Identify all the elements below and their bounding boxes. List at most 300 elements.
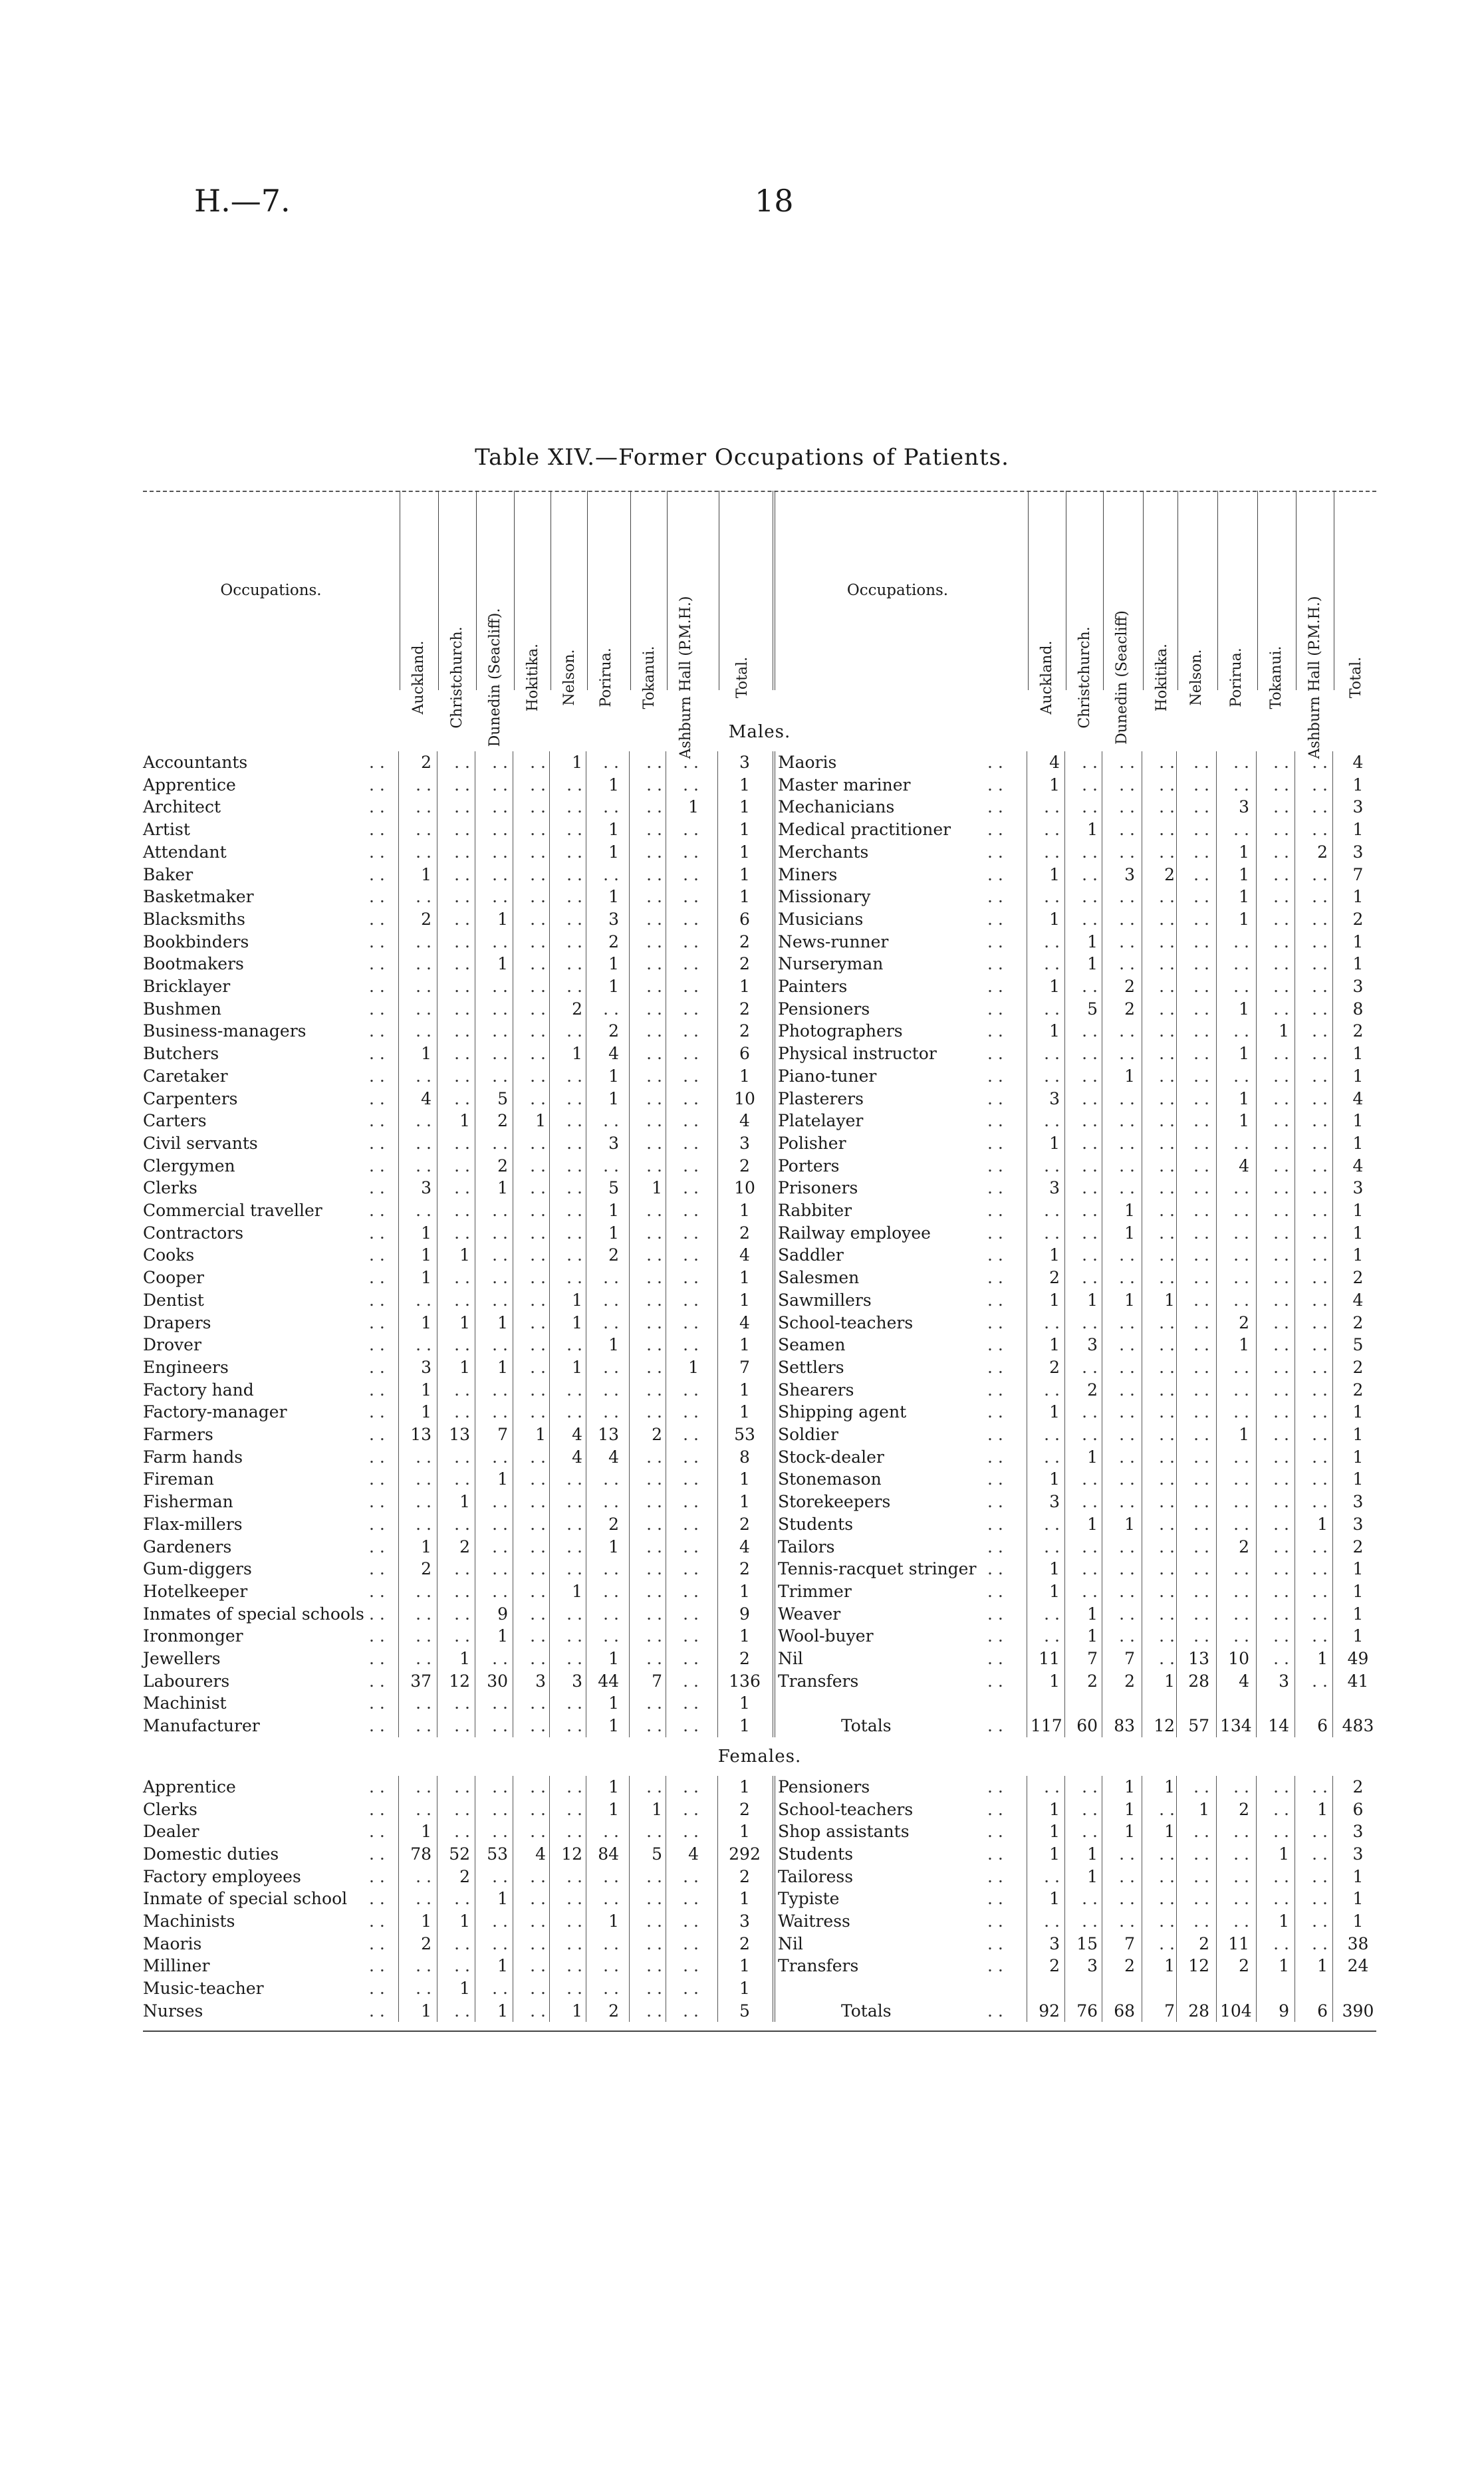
count-cell: . .	[566, 1537, 582, 1556]
count-cell: . .	[1193, 864, 1209, 884]
table-row	[143, 796, 771, 818]
count-cell: . .	[566, 1693, 582, 1713]
leader-dots: . .	[369, 820, 385, 840]
count-cell: 28	[1188, 2001, 1209, 2021]
occupation-name: Master mariner	[778, 775, 911, 795]
column-header	[587, 491, 625, 707]
count-cell: 1	[497, 2001, 508, 2021]
table-row	[143, 774, 771, 796]
count-cell: . .	[683, 1979, 699, 1999]
count-cell: . .	[492, 1514, 508, 1534]
occupation-name: Music-teacher	[143, 1979, 264, 1999]
count-cell: . .	[683, 1671, 699, 1691]
occupation-name: School-teachers	[778, 1312, 914, 1332]
count-cell: . .	[416, 1777, 432, 1796]
count-cell: . .	[1273, 954, 1289, 974]
count-cell: . .	[1193, 1626, 1209, 1646]
count-cell: . .	[603, 1581, 619, 1601]
leader-dots: . .	[987, 887, 1003, 907]
count-cell: 4	[572, 1447, 582, 1467]
table-row	[778, 1843, 1484, 1865]
table-row	[143, 1715, 771, 1737]
count-cell: . .	[646, 1537, 662, 1556]
count-cell: . .	[1159, 1447, 1175, 1467]
count-cell: . .	[1312, 1201, 1328, 1220]
table-row	[143, 1379, 771, 1401]
occupation-name: Platelayer	[778, 1111, 864, 1131]
column-header-label: Tokanui.	[1268, 646, 1285, 709]
table-row	[778, 1423, 1484, 1445]
count-cell: . .	[416, 999, 432, 1019]
column-rule	[1332, 1776, 1333, 2023]
count-cell: . .	[646, 1822, 662, 1842]
total-cell: 390	[1342, 2001, 1374, 2021]
count-cell: . .	[1193, 1380, 1209, 1400]
leader-dots: . .	[987, 2001, 1003, 2021]
count-cell: 1	[1124, 1777, 1135, 1796]
count-cell: . .	[1233, 1866, 1249, 1886]
occupation-name: Students	[778, 1844, 854, 1864]
total-cell: 6	[739, 909, 750, 929]
occupation-name: Bricklayer	[143, 977, 231, 996]
leader-dots: . .	[987, 1469, 1003, 1489]
count-cell: . .	[566, 1911, 582, 1931]
count-cell: . .	[454, 931, 470, 951]
count-cell: . .	[1273, 909, 1289, 929]
leader-dots: . .	[369, 1357, 385, 1377]
count-cell: . .	[1312, 1911, 1328, 1931]
count-cell: . .	[492, 977, 508, 996]
leader-dots: . .	[369, 1380, 385, 1400]
count-cell: . .	[1233, 977, 1249, 996]
total-cell: 2	[739, 931, 750, 951]
count-cell: . .	[646, 1290, 662, 1310]
count-cell: . .	[1044, 954, 1060, 974]
count-cell: . .	[1044, 1514, 1060, 1534]
table-bottom-rule	[143, 2031, 1376, 2032]
column-header	[1334, 491, 1378, 699]
occupation-name: Apprentice	[143, 1777, 236, 1796]
leader-dots: . .	[369, 1088, 385, 1108]
count-cell: . .	[646, 909, 662, 929]
column-header	[551, 491, 588, 706]
column-rule	[549, 751, 550, 1737]
count-cell: . .	[1273, 1649, 1289, 1668]
count-cell: . .	[454, 1889, 470, 1909]
count-cell: . .	[1082, 1066, 1098, 1086]
count-cell: . .	[492, 797, 508, 817]
column-header	[1257, 491, 1295, 709]
count-cell: . .	[1312, 1044, 1328, 1064]
count-cell: 3	[572, 1671, 582, 1691]
count-cell: . .	[1119, 842, 1135, 862]
total-cell: 1	[1352, 954, 1364, 974]
count-cell: . .	[1119, 820, 1135, 840]
count-cell: . .	[646, 1021, 662, 1041]
count-cell: . .	[1233, 1021, 1249, 1041]
count-cell: . .	[646, 2001, 662, 2021]
count-cell: . .	[1233, 1911, 1249, 1931]
column-header-label: Porirua.	[1228, 648, 1245, 707]
count-cell: . .	[1082, 864, 1098, 884]
count-cell: 1	[1239, 1111, 1249, 1131]
occupation-name: Tailoress	[778, 1866, 854, 1886]
count-cell: . .	[530, 1956, 546, 1976]
count-cell: . .	[1273, 1822, 1289, 1842]
total-cell: 1	[739, 1492, 750, 1512]
count-cell: . .	[683, 1799, 699, 1819]
count-cell: . .	[530, 1133, 546, 1153]
count-cell: . .	[1159, 1844, 1175, 1864]
count-cell: . .	[416, 1956, 432, 1976]
count-cell: . .	[530, 1911, 546, 1931]
count-cell: . .	[530, 864, 546, 884]
count-cell: . .	[1312, 909, 1328, 929]
count-cell: . .	[1119, 1492, 1135, 1512]
count-cell: . .	[492, 1201, 508, 1220]
occupation-name: Civil servants	[143, 1133, 258, 1153]
table-row	[143, 1177, 771, 1199]
count-cell: . .	[646, 1156, 662, 1175]
count-cell: 30	[487, 1671, 508, 1691]
count-cell: . .	[530, 887, 546, 907]
count-cell: . .	[1159, 1335, 1175, 1355]
leader-dots: . .	[369, 931, 385, 951]
column-header-label: Ashburn Hall (P.M.H.)	[1306, 596, 1323, 759]
count-cell: . .	[1159, 1223, 1175, 1243]
table-row	[778, 841, 1484, 863]
total-cell: 4	[1352, 1088, 1364, 1108]
count-cell: 15	[1076, 1933, 1098, 1953]
count-cell: . .	[1312, 977, 1328, 996]
total-cell: 1	[1352, 1559, 1364, 1579]
leader-dots: . .	[987, 1044, 1003, 1064]
table-row	[143, 1933, 771, 1955]
occupation-name: Bushmen	[143, 999, 222, 1019]
table-row	[778, 1513, 1484, 1535]
count-cell: . .	[1082, 1044, 1098, 1064]
total-cell: 4	[1352, 753, 1364, 772]
occupation-name: Machinists	[143, 1911, 235, 1931]
count-cell: 2	[459, 1866, 470, 1886]
page-reference: H.—7.	[194, 183, 291, 219]
count-cell: . .	[566, 909, 582, 929]
occupation-name: Rabbiter	[778, 1201, 852, 1220]
leader-dots: . .	[987, 1178, 1003, 1198]
count-cell: . .	[416, 1979, 432, 1999]
count-cell: 1	[1279, 1956, 1289, 1976]
count-cell: . .	[1273, 1933, 1289, 1953]
count-cell: . .	[566, 864, 582, 884]
count-cell: . .	[416, 1290, 432, 1310]
occupation-name: Railway employee	[778, 1223, 931, 1243]
count-cell: . .	[454, 1956, 470, 1976]
column-rule	[629, 751, 630, 1737]
count-cell: . .	[1193, 1581, 1209, 1601]
occupation-name: Pensioners	[778, 1777, 870, 1796]
occupation-name: Cooks	[143, 1245, 195, 1265]
count-cell: . .	[1044, 1312, 1060, 1332]
count-cell: . .	[530, 1777, 546, 1796]
page-number: 18	[755, 183, 794, 219]
occupation-name: Bookbinders	[143, 931, 249, 951]
count-cell: . .	[416, 1133, 432, 1153]
count-cell: . .	[530, 1178, 546, 1198]
count-cell: 1	[421, 864, 432, 884]
occupation-name: Medical practitioner	[778, 820, 951, 840]
total-cell: 1	[739, 1335, 750, 1355]
leader-dots: . .	[369, 1514, 385, 1534]
count-cell: 1	[652, 1799, 662, 1819]
count-cell: . .	[1273, 1223, 1289, 1243]
count-cell: . .	[492, 1066, 508, 1086]
table-row	[778, 1536, 1484, 1558]
table-row	[143, 1798, 771, 1820]
leader-dots: . .	[987, 1581, 1003, 1601]
count-cell: . .	[416, 797, 432, 817]
total-cell: 2	[1352, 1021, 1364, 1041]
total-cell: 10	[734, 1088, 755, 1108]
table-row	[143, 1356, 771, 1378]
count-cell: . .	[1119, 954, 1135, 974]
total-cell: 1	[1352, 1626, 1364, 1646]
count-cell: 1	[1049, 1799, 1060, 1819]
total-cell: 1	[739, 842, 750, 862]
count-cell: 1	[1049, 1671, 1060, 1691]
leader-dots: . .	[369, 1156, 385, 1175]
leader-dots: . .	[369, 1693, 385, 1713]
count-cell: . .	[1119, 1178, 1135, 1198]
count-cell: . .	[1233, 1604, 1249, 1624]
count-cell: 1	[1239, 1425, 1249, 1444]
count-cell: . .	[492, 1044, 508, 1064]
count-cell: . .	[530, 1469, 546, 1489]
count-cell: . .	[646, 1581, 662, 1601]
count-cell: . .	[530, 1245, 546, 1265]
table-row	[143, 1088, 771, 1110]
table-row	[143, 1020, 771, 1042]
count-cell: . .	[530, 1021, 546, 1041]
count-cell: 2	[1124, 999, 1135, 1019]
count-cell: . .	[1119, 1581, 1135, 1601]
count-cell: . .	[416, 1649, 432, 1668]
count-cell: 1	[1239, 1088, 1249, 1108]
table-row	[143, 1312, 771, 1334]
count-cell: 1	[608, 775, 619, 795]
count-cell: 1	[421, 1402, 432, 1422]
leader-dots: . .	[369, 1447, 385, 1467]
count-cell: . .	[1082, 977, 1098, 996]
count-cell: . .	[603, 1866, 619, 1886]
count-cell: . .	[646, 1469, 662, 1489]
column-header-label: Total.	[1347, 656, 1364, 699]
count-cell: 4	[572, 1425, 582, 1444]
count-cell: . .	[1273, 775, 1289, 795]
table-row	[778, 1820, 1484, 1842]
column-rule	[1216, 751, 1217, 1737]
count-cell: . .	[603, 753, 619, 772]
count-cell: . .	[683, 1559, 699, 1579]
count-cell: 1	[1049, 1245, 1060, 1265]
count-cell: 1	[421, 1312, 432, 1332]
count-cell: . .	[683, 753, 699, 772]
count-cell: . .	[646, 1889, 662, 1909]
count-cell: . .	[646, 1559, 662, 1579]
count-cell: 1	[572, 753, 582, 772]
occupation-name: Apprentice	[143, 775, 236, 795]
table-row	[778, 1379, 1484, 1401]
count-cell: 1	[1279, 1911, 1289, 1931]
count-cell: . .	[1233, 1402, 1249, 1422]
count-cell: . .	[530, 1649, 546, 1668]
count-cell: 1	[497, 909, 508, 929]
table-row	[778, 908, 1484, 930]
count-cell: . .	[530, 1447, 546, 1467]
count-cell: 12	[561, 1844, 582, 1864]
total-cell: 1	[1352, 1866, 1364, 1886]
occupation-name: Sawmillers	[778, 1290, 872, 1310]
count-cell: 1	[421, 1911, 432, 1931]
count-cell: . .	[454, 1178, 470, 1198]
count-cell: 2	[1049, 1268, 1060, 1288]
leader-dots: . .	[369, 977, 385, 996]
occupation-name: Farmers	[143, 1425, 213, 1444]
count-cell: 1	[608, 954, 619, 974]
leader-dots: . .	[987, 1933, 1003, 1953]
count-cell: 1	[608, 1088, 619, 1108]
count-cell: . .	[1312, 820, 1328, 840]
count-cell: . .	[530, 753, 546, 772]
count-cell: . .	[1312, 1268, 1328, 1288]
count-cell: 1	[1049, 1581, 1060, 1601]
count-cell: . .	[646, 887, 662, 907]
count-cell: . .	[1082, 887, 1098, 907]
count-cell: 1	[1164, 1671, 1175, 1691]
count-cell: . .	[1312, 1088, 1328, 1108]
count-cell: . .	[1273, 1492, 1289, 1512]
count-cell: . .	[1082, 1312, 1098, 1332]
count-cell: . .	[1159, 1357, 1175, 1377]
total-cell: 2	[739, 1021, 750, 1041]
count-cell: . .	[1159, 1799, 1175, 1819]
table-row	[143, 1132, 771, 1154]
count-cell: . .	[566, 1201, 582, 1220]
count-cell: . .	[416, 1866, 432, 1886]
count-cell: . .	[683, 1822, 699, 1842]
count-cell: . .	[454, 887, 470, 907]
count-cell: 2	[1239, 1799, 1249, 1819]
occupation-name: Stonemason	[778, 1469, 882, 1489]
count-cell: . .	[1044, 1111, 1060, 1131]
count-cell: 1	[421, 1245, 432, 1265]
count-cell: 1	[608, 842, 619, 862]
count-cell: . .	[1193, 842, 1209, 862]
count-cell: . .	[1044, 1777, 1060, 1796]
occupation-name: Baker	[143, 864, 193, 884]
count-cell: . .	[566, 1335, 582, 1355]
count-cell: . .	[683, 1469, 699, 1489]
table-row	[778, 975, 1484, 997]
count-cell: . .	[1233, 1066, 1249, 1086]
occupation-name: Gardeners	[143, 1537, 232, 1556]
count-cell: . .	[683, 1777, 699, 1796]
count-cell: . .	[683, 1693, 699, 1713]
count-cell: . .	[454, 1777, 470, 1796]
occupation-name: Shop assistants	[778, 1822, 910, 1842]
count-cell: . .	[683, 842, 699, 862]
count-cell: . .	[1273, 1312, 1289, 1332]
count-cell: . .	[1159, 1088, 1175, 1108]
occupation-name: Commercial traveller	[143, 1201, 322, 1220]
count-cell: . .	[1193, 1178, 1209, 1198]
count-cell: . .	[530, 909, 546, 929]
count-cell: 1	[572, 1290, 582, 1310]
table-row	[778, 1222, 1484, 1244]
count-cell: . .	[566, 1866, 582, 1886]
count-cell: . .	[530, 1537, 546, 1556]
count-cell: . .	[1119, 1447, 1135, 1467]
count-cell: 9	[497, 1604, 508, 1624]
count-cell: . .	[1312, 1021, 1328, 1041]
count-cell: . .	[566, 1133, 582, 1153]
total-cell: 8	[739, 1447, 750, 1467]
count-cell: . .	[1119, 1425, 1135, 1444]
total-cell: 1	[739, 797, 750, 817]
column-header	[719, 491, 766, 699]
leader-dots: . .	[369, 887, 385, 907]
leader-dots: . .	[987, 1716, 1003, 1736]
count-cell: . .	[683, 1537, 699, 1556]
total-cell: 292	[729, 1844, 761, 1864]
count-cell: . .	[646, 954, 662, 974]
count-cell: . .	[416, 1693, 432, 1713]
total-cell: 4	[739, 1312, 750, 1332]
count-cell: . .	[566, 931, 582, 951]
occupation-name: Labourers	[143, 1671, 230, 1691]
occupation-name: Typiste	[778, 1889, 840, 1909]
table-row	[143, 931, 771, 953]
count-cell: . .	[454, 1402, 470, 1422]
column-header-label: Tokanui.	[641, 646, 658, 709]
count-cell: 7	[1087, 1649, 1098, 1668]
count-cell: . .	[1273, 1514, 1289, 1534]
table-row	[143, 1558, 771, 1580]
count-cell: . .	[646, 1066, 662, 1086]
count-cell: . .	[1119, 931, 1135, 951]
count-cell: . .	[1312, 1357, 1328, 1377]
table-row	[778, 1155, 1484, 1177]
count-cell: 2	[608, 1021, 619, 1041]
count-cell: 104	[1220, 2001, 1252, 2021]
count-cell: . .	[1273, 1290, 1289, 1310]
count-cell: . .	[530, 1693, 546, 1713]
total-cell: 2	[1352, 1268, 1364, 1288]
count-cell: . .	[1312, 999, 1328, 1019]
count-cell: . .	[646, 775, 662, 795]
leader-dots: . .	[987, 1268, 1003, 1288]
count-cell: . .	[530, 842, 546, 862]
column-header	[514, 491, 552, 712]
count-cell: . .	[1082, 1223, 1098, 1243]
count-cell: . .	[1193, 1469, 1209, 1489]
column-rule	[717, 1776, 718, 2023]
count-cell: . .	[683, 2001, 699, 2021]
leader-dots: . .	[987, 954, 1003, 974]
table-row	[778, 1312, 1484, 1334]
count-cell: . .	[454, 1716, 470, 1736]
leader-dots: . .	[987, 909, 1003, 929]
count-cell: . .	[1159, 1537, 1175, 1556]
